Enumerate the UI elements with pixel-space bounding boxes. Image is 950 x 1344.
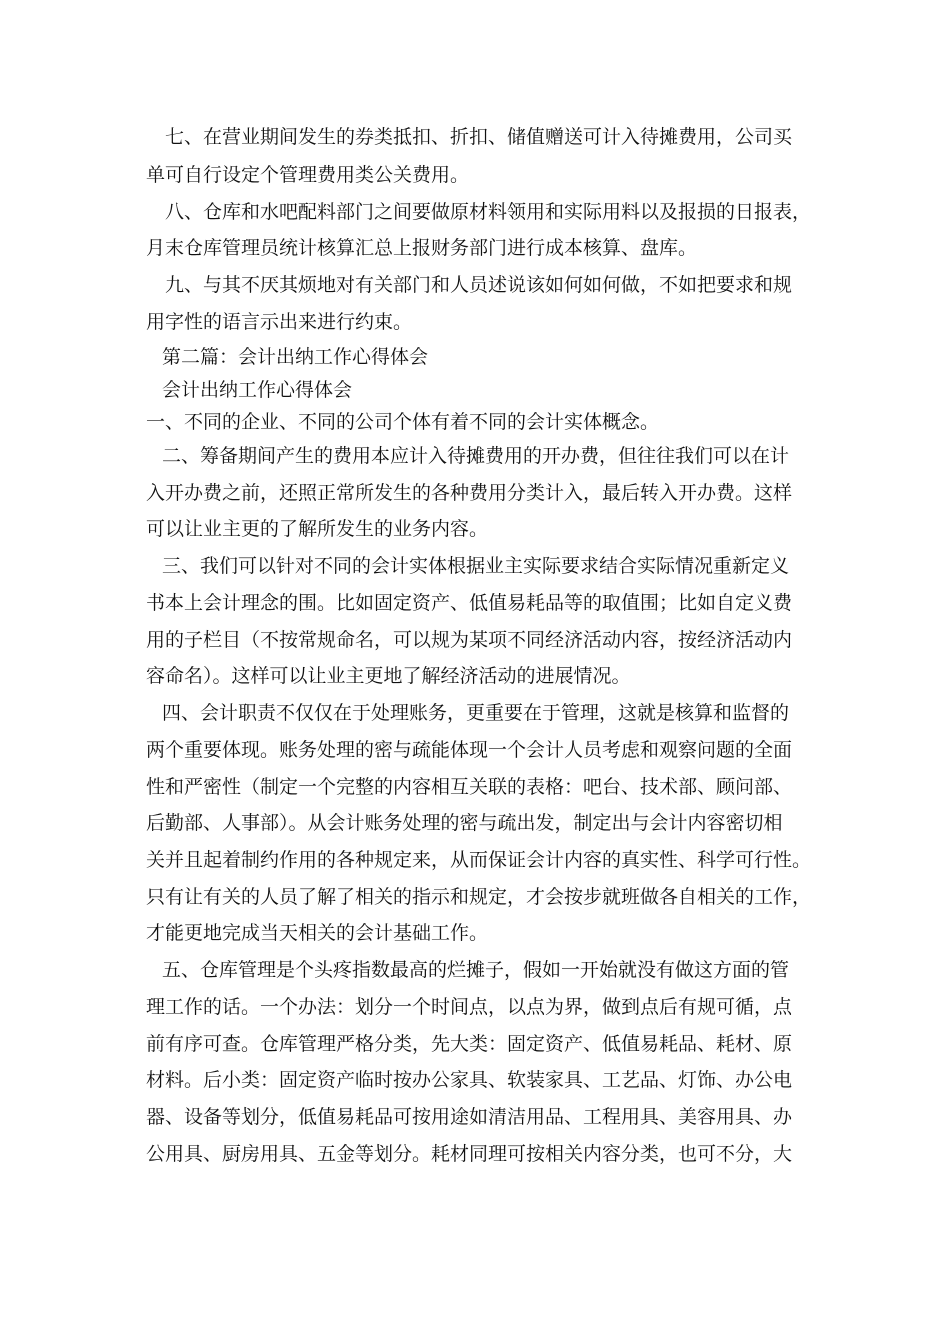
text-line: 容命名）。这样可以让业主更地了解经济活动的进展情况。 [146, 665, 631, 687]
text-line: 可以让业主更的了解所发生的业务内容。 [146, 518, 489, 540]
text-line: 两个重要体现。账务处理的密与疏能体现一个会计人员考虑和观察问题的全面 [146, 739, 793, 761]
text-line: 才能更地完成当天相关的会计基础工作。 [146, 922, 489, 944]
text-line: 月末仓库管理员统计核算汇总上报财务部门进行成本核算、盘库。 [146, 237, 698, 259]
text-line: 器、设备等划分，低值易耗品可按用途如清洁用品、工程用具、美容用具、办 [146, 1106, 793, 1128]
text-line: 二、筹备期间产生的费用本应计入待摊费用的开办费，但往往我们可以在计 [162, 445, 790, 467]
section-heading: 第二篇：会计出纳工作心得体会 [162, 346, 429, 368]
text-line: 一、不同的企业、不同的公司个体有着不同的会计实体概念。 [146, 411, 660, 433]
text-line: 关并且起着制约作用的各种规定来，从而保证会计内容的真实性、科学可行性。 [146, 849, 812, 871]
text-line: 用的子栏目（不按常规命名，可以规为某项不同经济活动内容，按经济活动内 [146, 629, 793, 651]
text-line: 后勤部、人事部）。从会计账务处理的密与疏出发，制定出与会计内容密切相 [146, 812, 783, 834]
text-line: 公用具、厨房用具、五金等划分。耗材同理可按相关内容分类，也可不分，大 [146, 1143, 793, 1165]
text-line: 入开办费之前，还照正常所发生的各种费用分类计入，最后转入开办费。这样 [146, 482, 793, 504]
text-line: 理工作的话。一个办法：划分一个时间点，以点为界，做到点后有规可循，点 [146, 996, 793, 1018]
text-line: 八、仓库和水吧配料部门之间要做原材料领用和实际用料以及报损的日报表， [165, 201, 812, 223]
text-line: 单可自行设定个管理费用类公关费用。 [146, 164, 470, 186]
text-line: 七、在营业期间发生的券类抵扣、折扣、储值赠送可计入待摊费用，公司买 [165, 126, 793, 148]
text-line: 前有序可查。仓库管理严格分类，先大类：固定资产、低值易耗品、耗材、原 [146, 1033, 793, 1055]
text-line: 材料。后小类：固定资产临时按办公家具、软装家具、工艺品、灯饰、办公电 [146, 1069, 793, 1091]
text-line: 书本上会计理念的围。比如固定资产、低值易耗品等的取值围；比如自定义费 [146, 592, 793, 614]
text-line: 只有让有关的人员了解了相关的指示和规定，才会按步就班做各自相关的工作， [146, 886, 812, 908]
article-title: 会计出纳工作心得体会 [162, 379, 353, 401]
text-line: 五、仓库管理是个头疼指数最高的烂摊子，假如一开始就没有做这方面的管 [162, 959, 790, 981]
text-line: 九、与其不厌其烦地对有关部门和人员述说该如何如何做，不如把要求和规 [165, 274, 793, 296]
text-line: 性和严密性（制定一个完整的内容相互关联的表格：吧台、技术部、顾问部、 [146, 776, 793, 798]
text-line: 四、会计职责不仅仅在于处理账务，更重要在于管理，这就是核算和监督的 [162, 702, 790, 724]
text-line: 三、我们可以针对不同的会计实体根据业主实际要求结合实际情况重新定义 [162, 555, 790, 577]
text-line: 用字性的语言示出来进行约束。 [146, 311, 413, 333]
